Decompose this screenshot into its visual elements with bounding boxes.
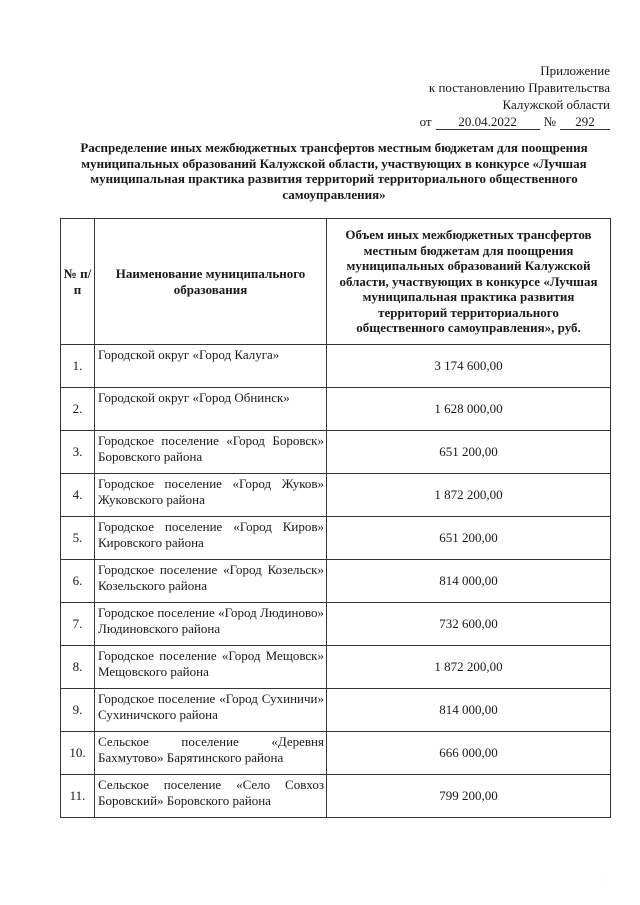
row-amount: 814 000,00 [327, 689, 611, 732]
row-number: 1. [61, 345, 95, 388]
row-municipality: Городское поселение «Город Козельск» Козельского района [95, 560, 327, 603]
row-municipality: Городской округ «Город Калуга» [95, 345, 327, 388]
table-header-row [61, 219, 611, 345]
scan-mark: · [605, 878, 607, 884]
row-number: 6. [61, 560, 95, 603]
row-number: 8. [61, 646, 95, 689]
row-amount: 799 200,00 [327, 775, 611, 818]
row-municipality: Городское поселение «Город Людиново» Людиновского района [95, 603, 327, 646]
table-row [61, 431, 611, 474]
table-row [61, 560, 611, 603]
appendix-date-line [370, 113, 610, 130]
row-municipality: Городское поселение «Город Сухиничи» Сухиничского района [95, 689, 327, 732]
decree-number: 292 [560, 115, 610, 130]
row-amount: 1 872 200,00 [327, 474, 611, 517]
table-row [61, 474, 611, 517]
row-amount: 732 600,00 [327, 603, 611, 646]
table-row [61, 603, 611, 646]
row-amount: 651 200,00 [327, 431, 611, 474]
row-municipality: Городское поселение «Город Киров» Кировского района [95, 517, 327, 560]
table-row [61, 517, 611, 560]
row-amount: 1 872 200,00 [327, 646, 611, 689]
table-row [61, 732, 611, 775]
row-municipality: Сельское поселение «Деревня Бахмутово» Барятинского района [95, 732, 327, 775]
row-amount: 3 174 600,00 [327, 345, 611, 388]
row-number: 2. [61, 388, 95, 431]
table-row [61, 775, 611, 818]
row-number: 5. [61, 517, 95, 560]
header-municipality: Наименование муниципального образования [95, 219, 327, 345]
row-municipality: Городской округ «Город Обнинск» [95, 388, 327, 431]
row-number: 4. [61, 474, 95, 517]
appendix-line-2: к постановлению Правительства [428, 80, 610, 95]
row-number: 10. [61, 732, 95, 775]
appendix-line-1: Приложение [540, 63, 610, 78]
row-municipality: Городское поселение «Город Мещовск» Мещовского района [95, 646, 327, 689]
date-prefix: от [419, 114, 432, 129]
row-number: 9. [61, 689, 95, 732]
appendix-block [370, 62, 610, 130]
table-row [61, 646, 611, 689]
row-municipality: Городское поселение «Город Боровск» Боровского района [95, 431, 327, 474]
row-amount: 814 000,00 [327, 560, 611, 603]
row-number: 3. [61, 431, 95, 474]
header-amount: Объем иных межбюджетных трансфертов местным бюджетам для поощрения муниципальных образований Калужской области, участвующих в конкурсе «Лучшая муниципальная практика развития территорий территориального общественного самоуправления», руб. [327, 219, 611, 345]
table-row [61, 345, 611, 388]
row-number: 7. [61, 603, 95, 646]
row-municipality: Городское поселение «Город Жуков» Жуковского района [95, 474, 327, 517]
table-body [61, 345, 611, 818]
row-number: 11. [61, 775, 95, 818]
row-amount: 651 200,00 [327, 517, 611, 560]
appendix-line-3: Калужской области [502, 97, 610, 112]
number-prefix: № [543, 114, 556, 129]
allocation-table [60, 218, 611, 818]
header-number: № п/п [61, 219, 95, 345]
decree-date: 20.04.2022 [436, 115, 540, 130]
row-amount: 1 628 000,00 [327, 388, 611, 431]
table-row [61, 689, 611, 732]
row-municipality: Сельское поселение «Село Совхоз Боровский» Боровского района [95, 775, 327, 818]
table-row [61, 388, 611, 431]
document-title: Распределение иных межбюджетных трансфертов местным бюджетам для поощрения муниципальных образований Калужской области, участвующих в конкурсе «Лучшая муниципальная практика развития территорий территориального общественного самоуправления» [80, 140, 588, 202]
row-amount: 666 000,00 [327, 732, 611, 775]
